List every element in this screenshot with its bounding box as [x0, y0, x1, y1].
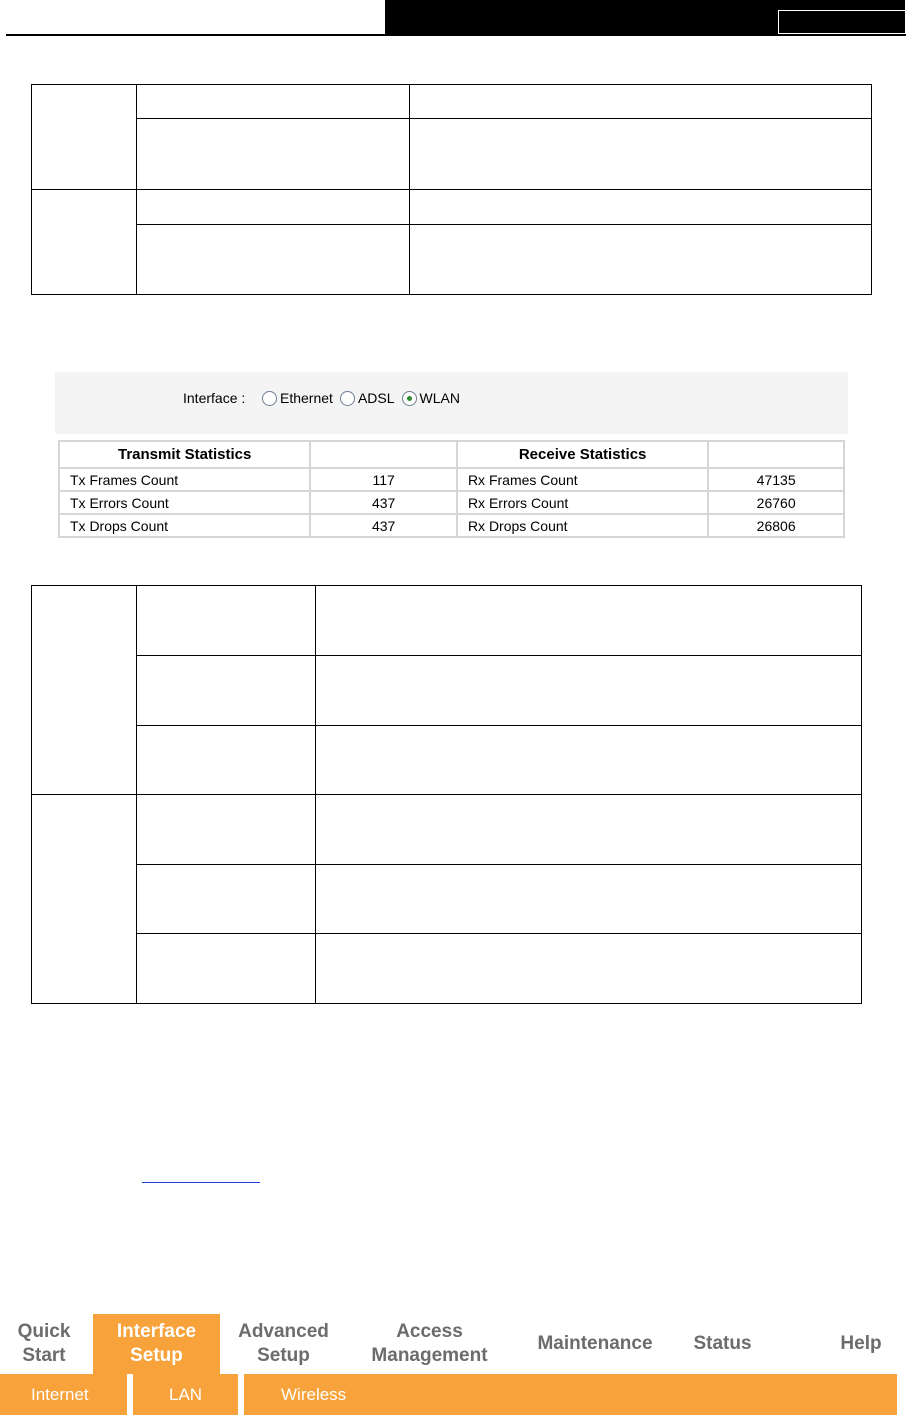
- rx-frames-label: Rx Frames Count: [457, 468, 708, 491]
- table-cell: [136, 794, 316, 865]
- table-cell: [31, 84, 137, 190]
- submenu-separator: [127, 1374, 133, 1415]
- table-cell: [136, 725, 316, 795]
- rx-drops-value: 26806: [708, 514, 844, 537]
- menu-maintenance[interactable]: [520, 1314, 670, 1374]
- submenu-separator: [238, 1374, 244, 1415]
- tx-errors-label: Tx Errors Count: [59, 491, 310, 514]
- table-cell: [409, 224, 872, 295]
- interface-radio-group: [262, 390, 467, 406]
- router-menu: [0, 1314, 897, 1415]
- table-cell: [315, 655, 862, 726]
- transmit-value-header: [310, 441, 457, 468]
- radio-adsl[interactable]: [340, 391, 355, 406]
- menu-status-label: Status: [693, 1333, 752, 1354]
- table-cell: [31, 189, 137, 295]
- table-cell: [409, 118, 872, 190]
- table-cell: [315, 725, 862, 795]
- table-row: [59, 491, 844, 514]
- radio-ethernet[interactable]: [262, 391, 277, 406]
- transmit-statistics-header: Transmit Statistics: [59, 441, 310, 468]
- table-cell: [136, 84, 410, 119]
- menu-quick-start-line2: Start: [22, 1345, 66, 1366]
- menu-interface-setup[interactable]: [93, 1314, 220, 1374]
- submenu-wireless[interactable]: Wireless: [281, 1385, 347, 1404]
- table-cell: [136, 224, 410, 295]
- menu-help-label: Help: [840, 1333, 882, 1354]
- table-cell: [315, 585, 862, 656]
- menu-interface-setup-line1: Interface: [116, 1321, 197, 1342]
- menu-advanced-setup-line2: Setup: [257, 1345, 310, 1366]
- table-cell: [136, 933, 316, 1004]
- menu-advanced-setup[interactable]: [226, 1314, 341, 1374]
- table-row: [59, 468, 844, 491]
- table-cell: [31, 585, 137, 795]
- menu-help[interactable]: [825, 1314, 897, 1374]
- menu-access-management-line2: Management: [371, 1345, 488, 1366]
- rx-errors-value: 26760: [708, 491, 844, 514]
- tx-drops-label: Tx Drops Count: [59, 514, 310, 537]
- table-cell: [315, 794, 862, 865]
- menu-quick-start-line1: Quick: [17, 1321, 71, 1342]
- menu-status[interactable]: [680, 1314, 765, 1374]
- statistics-panel: [55, 372, 848, 542]
- menu-access-management-line1: Access: [396, 1321, 463, 1342]
- header-rule: [6, 34, 906, 36]
- table-cell: [315, 933, 862, 1004]
- radio-wlan-label[interactable]: WLAN: [419, 390, 460, 406]
- receive-statistics-header: Receive Statistics: [457, 441, 708, 468]
- parameter-table-2: [31, 585, 862, 1004]
- menu-advanced-setup-line1: Advanced: [238, 1321, 329, 1342]
- rx-errors-label: Rx Errors Count: [457, 491, 708, 514]
- table-header-row: [59, 441, 844, 468]
- table-cell: [136, 655, 316, 726]
- table-row: [59, 514, 844, 537]
- table-cell: [409, 189, 872, 225]
- receive-value-header: [708, 441, 844, 468]
- tx-drops-value: 437: [310, 514, 457, 537]
- menu-access-management[interactable]: [352, 1314, 507, 1374]
- interface-row: [55, 372, 848, 434]
- table-cell: [136, 585, 316, 656]
- interface-label: Interface :: [183, 390, 246, 406]
- table-cell: [136, 118, 410, 190]
- submenu-lan[interactable]: LAN: [169, 1385, 203, 1404]
- menu-interface-setup-line2: Setup: [130, 1345, 183, 1366]
- radio-ethernet-label[interactable]: Ethernet: [280, 390, 333, 406]
- header-bar: [385, 0, 905, 36]
- parameter-table-1: [31, 84, 872, 295]
- table-cell: [315, 864, 862, 934]
- menu-quick-start[interactable]: [0, 1314, 88, 1374]
- tx-frames-value: 117: [310, 468, 457, 491]
- radio-adsl-label[interactable]: ADSL: [357, 390, 395, 406]
- table-cell: [136, 864, 316, 934]
- rx-frames-value: 47135: [708, 468, 844, 491]
- table-cell: [31, 794, 137, 1004]
- rx-drops-label: Rx Drops Count: [457, 514, 708, 537]
- tx-errors-value: 437: [310, 491, 457, 514]
- table-cell: [136, 189, 410, 225]
- statistics-table: [58, 440, 845, 538]
- submenu-bar: [0, 1374, 897, 1415]
- document-link[interactable]: [142, 1168, 260, 1183]
- tx-frames-label: Tx Frames Count: [59, 468, 310, 491]
- menu-maintenance-label: Maintenance: [537, 1333, 653, 1354]
- header-bar-frame: [778, 10, 910, 34]
- radio-wlan[interactable]: [402, 391, 417, 406]
- table-cell: [409, 84, 872, 119]
- submenu-internet[interactable]: Internet: [31, 1385, 89, 1404]
